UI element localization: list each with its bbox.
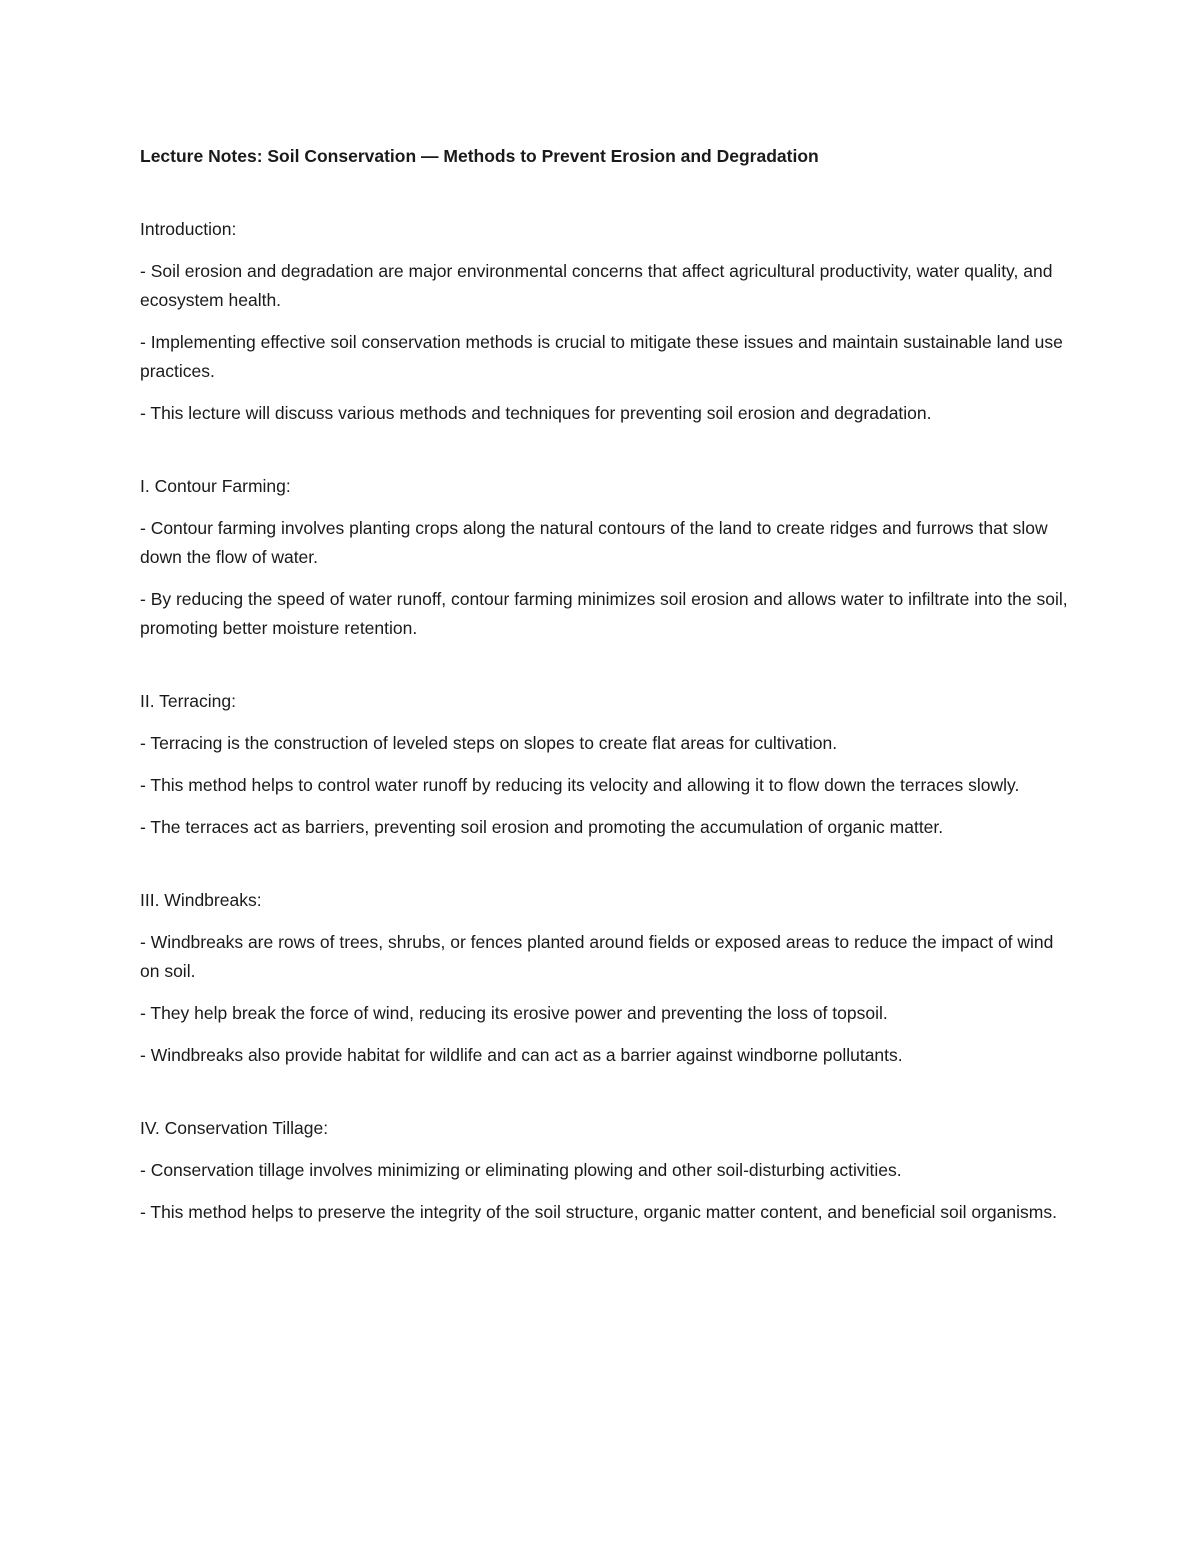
section-terracing [140,687,1070,842]
section-conservation-tillage [140,1114,1070,1227]
section-heading: I. Contour Farming: [140,476,291,496]
section-contour-farming [140,472,1070,643]
bullet-item: - Contour farming involves planting crops along the natural contours of the land to create ridges and furrows that slow down the flow of water. [140,518,1048,567]
bullet-item: - Conservation tillage involves minimizing or eliminating plowing and other soil-disturbing activities. [140,1160,902,1180]
section-introduction [140,215,1070,428]
bullet-item: - This lecture will discuss various methods and techniques for preventing soil erosion and degradation. [140,403,932,423]
document-title: Lecture Notes: Soil Conservation — Methods to Prevent Erosion and Degradation [140,146,819,166]
section-windbreaks [140,886,1070,1070]
bullet-item: - By reducing the speed of water runoff, contour farming minimizes soil erosion and allows water to infiltrate into the soil, promoting better moisture retention. [140,589,1068,638]
section-heading: Introduction: [140,219,237,239]
section-heading: II. Terracing: [140,691,236,711]
bullet-item: - Implementing effective soil conservation methods is crucial to mitigate these issues and maintain sustainable land use practices. [140,332,1063,381]
bullet-item: - The terraces act as barriers, preventing soil erosion and promoting the accumulation of organic matter. [140,817,944,837]
section-heading: IV. Conservation Tillage: [140,1118,329,1138]
bullet-item: - This method helps to control water runoff by reducing its velocity and allowing it to flow down the terraces slowly. [140,775,1020,795]
document-page [140,142,1070,1271]
bullet-item: - This method helps to preserve the integrity of the soil structure, organic matter content, and beneficial soil organisms. [140,1202,1057,1222]
section-heading: III. Windbreaks: [140,890,262,910]
bullet-item: - They help break the force of wind, reducing its erosive power and preventing the loss of topsoil. [140,1003,888,1023]
bullet-item: - Terracing is the construction of leveled steps on slopes to create flat areas for cultivation. [140,733,838,753]
bullet-item: - Soil erosion and degradation are major environmental concerns that affect agricultural productivity, water quality, and ecosystem health. [140,261,1053,310]
bullet-item: - Windbreaks are rows of trees, shrubs, or fences planted around fields or exposed areas to reduce the impact of wind on soil. [140,932,1054,981]
bullet-item: - Windbreaks also provide habitat for wildlife and can act as a barrier against windborne pollutants. [140,1045,903,1065]
